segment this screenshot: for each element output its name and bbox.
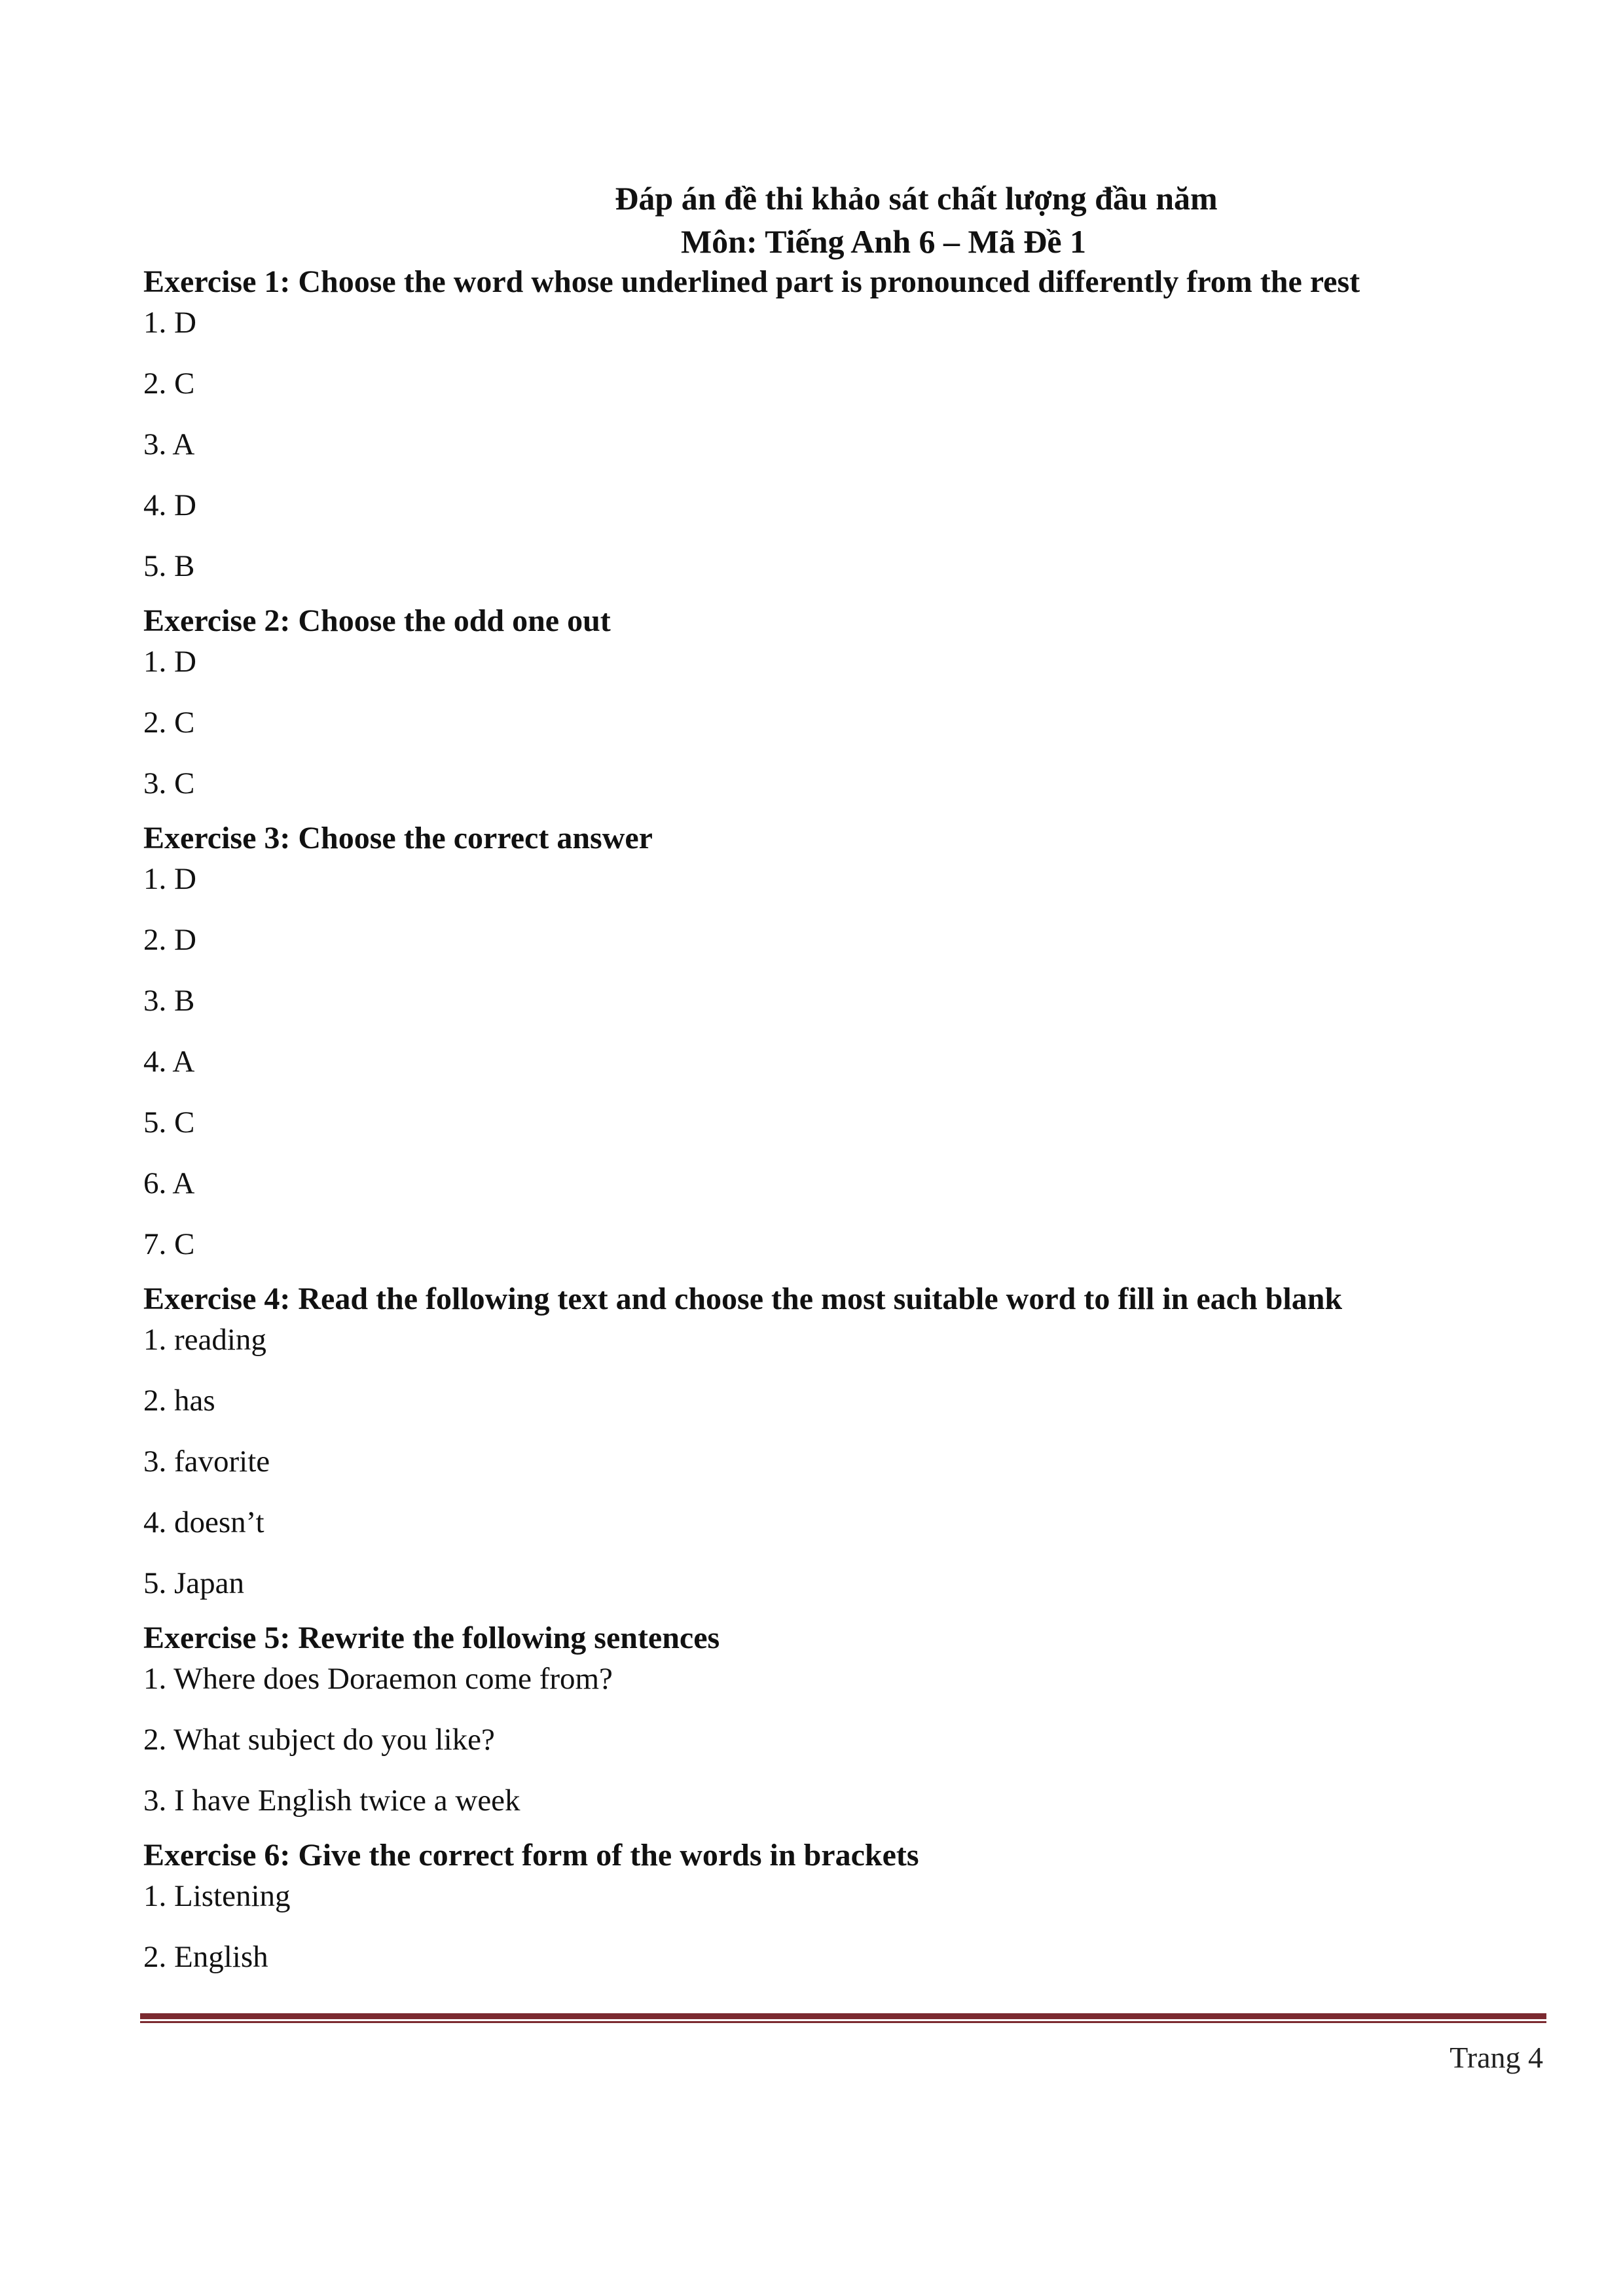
answer-item: 2. C bbox=[143, 706, 195, 740]
answer-item: 4. doesn’t bbox=[143, 1505, 264, 1539]
answer-item: 3. C bbox=[143, 766, 195, 800]
answer-list bbox=[143, 302, 1531, 586]
exercise-heading: Exercise 4: Read the following text and choose the most suitable word to fill in each blank bbox=[143, 1282, 1343, 1316]
answer-list bbox=[143, 1319, 1531, 1604]
exercise-heading: Exercise 6: Give the correct form of the words in brackets bbox=[143, 1838, 919, 1873]
answer-item: 6. A bbox=[143, 1166, 195, 1200]
exercise-heading: Exercise 1: Choose the word whose underlined part is pronounced differently from the rest bbox=[143, 264, 1360, 299]
answer-item: 5. C bbox=[143, 1105, 195, 1139]
document-title bbox=[0, 177, 1623, 263]
answer-item: 3. favorite bbox=[143, 1444, 270, 1479]
answer-item: 5. B bbox=[143, 549, 195, 583]
title-line-2: Môn: Tiếng Anh 6 – Mã Đề 1 bbox=[680, 223, 1087, 260]
answer-list bbox=[143, 1659, 1531, 1821]
answer-list bbox=[143, 641, 1531, 804]
answer-key-content bbox=[143, 262, 1531, 1992]
footer-divider-thick bbox=[140, 2013, 1546, 2019]
answer-item: 3. B bbox=[143, 984, 195, 1018]
answer-item: 3. I have English twice a week bbox=[143, 1784, 520, 1818]
exercise-5 bbox=[143, 1618, 1531, 1821]
exercise-6 bbox=[143, 1835, 1531, 1977]
answer-item: 1. D bbox=[143, 862, 196, 896]
footer-divider-thin bbox=[140, 2021, 1546, 2023]
exercise-heading: Exercise 2: Choose the odd one out bbox=[143, 603, 611, 638]
answer-item: 4. D bbox=[143, 488, 196, 522]
page-number: Trang 4 bbox=[1450, 2041, 1543, 2074]
answer-item: 1. Listening bbox=[143, 1879, 291, 1913]
answer-item: 3. A bbox=[143, 427, 195, 461]
answer-item: 2. has bbox=[143, 1384, 215, 1418]
title-line-1: Đáp án đề thi khảo sát chất lượng đầu năm bbox=[615, 180, 1218, 217]
answer-item: 2. C bbox=[143, 367, 195, 401]
exercise-heading: Exercise 5: Rewrite the following sentences bbox=[143, 1621, 720, 1655]
exercise-4 bbox=[143, 1279, 1531, 1604]
answer-item: 2. D bbox=[143, 923, 196, 957]
answer-item: 4. A bbox=[143, 1045, 195, 1079]
answer-item: 1. D bbox=[143, 306, 196, 340]
answer-item: 1. Where does Doraemon come from? bbox=[143, 1662, 613, 1696]
answer-item: 1. D bbox=[143, 645, 196, 679]
answer-list bbox=[143, 859, 1531, 1265]
answer-item: 1. reading bbox=[143, 1323, 266, 1357]
answer-list bbox=[143, 1876, 1531, 1977]
answer-item: 5. Japan bbox=[143, 1566, 245, 1600]
footer-divider bbox=[140, 2013, 1546, 2023]
exercise-2 bbox=[143, 601, 1531, 804]
exercise-3 bbox=[143, 818, 1531, 1265]
exercise-heading: Exercise 3: Choose the correct answer bbox=[143, 821, 653, 855]
answer-item: 2. What subject do you like? bbox=[143, 1723, 495, 1757]
exercise-1 bbox=[143, 262, 1531, 586]
answer-item: 7. C bbox=[143, 1227, 195, 1261]
answer-item: 2. English bbox=[143, 1940, 268, 1974]
